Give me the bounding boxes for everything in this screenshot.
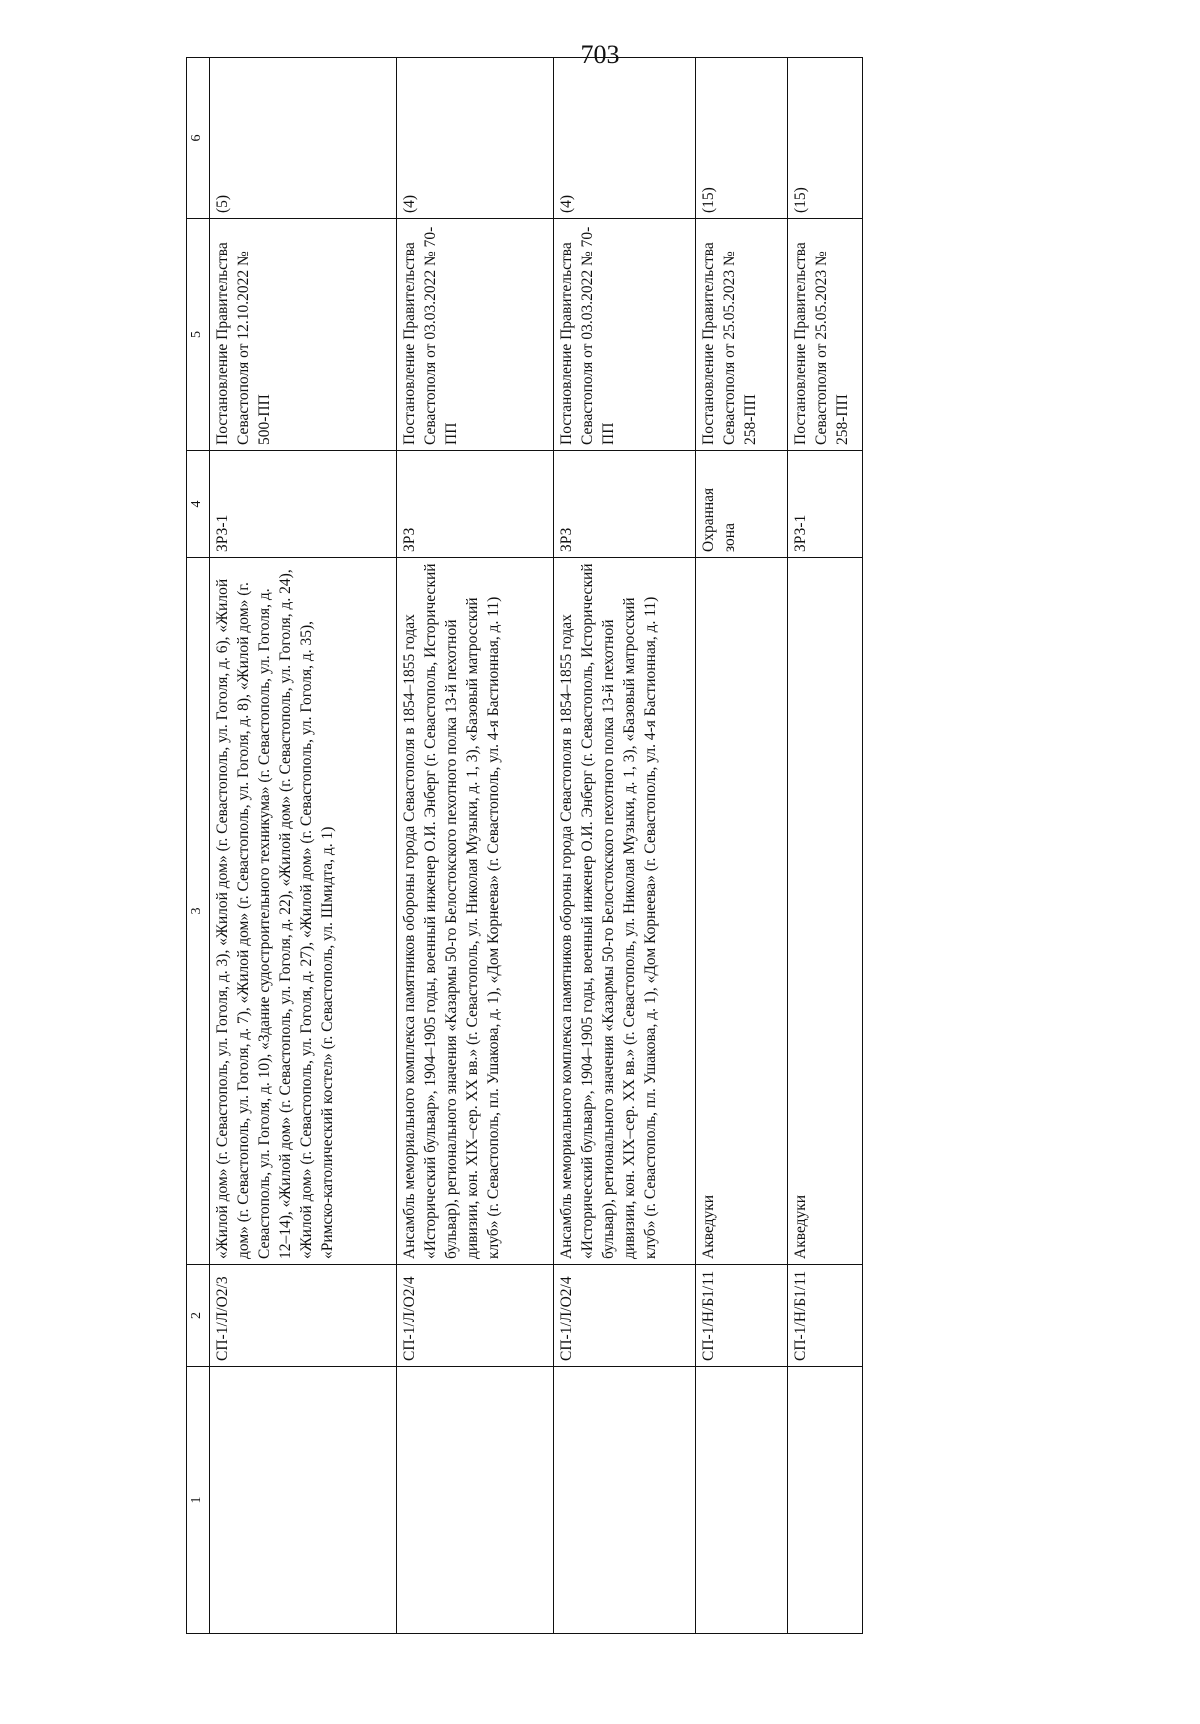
table-row xyxy=(210,58,397,1634)
cell-code: СП-1/Л/О2/4 xyxy=(554,1265,696,1367)
column-header-5: 5 xyxy=(187,219,210,451)
page-number: 703 xyxy=(580,40,620,69)
table-row xyxy=(788,58,863,1634)
rotated-table-container xyxy=(186,100,954,1634)
heritage-zones-table xyxy=(186,57,863,1634)
cell-document: Постановление Правительства Севастополя от 03.03.2022 № 70-ПП xyxy=(554,219,696,451)
cell-code: СП-1/Л/О2/3 xyxy=(210,1265,397,1367)
cell-objects: Ансамбль мемориального комплекса памятников обороны города Севастополя в 1854–1855 годах «Исторический бульвар», 1904–1905 годы, военный инженер О.И. Энберг (г. Севастополь, Исторический бульвар), регионального значения «Казармы 50-го Белостокского пехотного полка 13-й пехотной дивизии, кон. XIX–сер. XX вв.» (г. Севастополь, ул. Николая Музыки, д. 1, 3), «Базовый матросский клуб» (г. Севастополь, пл. Ушакова, д. 1), «Дом Корнеева» (г. Севастополь, ул. 4-я Бастионная, д. 11) xyxy=(397,558,554,1265)
column-header-1: 1 xyxy=(187,1367,210,1634)
cell-col1 xyxy=(696,1367,788,1634)
cell-zone: ЗРЗ-1 xyxy=(788,451,863,558)
rotated-table-inner xyxy=(186,100,954,1634)
cell-ref: (15) xyxy=(696,58,788,219)
cell-col1 xyxy=(210,1367,397,1634)
column-header-3: 3 xyxy=(187,558,210,1265)
cell-objects: «Жилой дом» (г. Севастополь, ул. Гоголя, д. 3), «Жилой дом» (г. Севастополь, ул. Гоголя, д. 6), «Жилой дом» (г. Севастополь, ул. Гоголя, д. 7), «Жилой дом» (г. Севастополь, ул. Гоголя, д. 8), «Жилой дом» (г. Севастополь, ул. Гоголя, д. 10), «Здание судостроительного техникума» (г. Севастополь, ул. Гоголя, д. 12–14), «Жилой дом» (г. Севастополь, ул. Гоголя, д. 22), «Жилой дом» (г. Севастополь, ул. Гоголя, д. 24), «Жилой дом» (г. Севастополь, ул. Гоголя, д. 27), «Жилой дом» (г. Севастополь, ул. Гоголя, д. 35), «Римско-католический костел» (г. Севастополь, ул. Шмидта, д. 1) xyxy=(210,558,397,1265)
column-header-6: 6 xyxy=(187,58,210,219)
cell-document: Постановление Правительства Севастополя от 25.05.2023 № 258-ПП xyxy=(788,219,863,451)
cell-objects: Ансамбль мемориального комплекса памятников обороны города Севастополя в 1854–1855 годах «Исторический бульвар», 1904–1905 годы, военный инженер О.И. Энберг (г. Севастополь, Исторический бульвар), регионального значения «Казармы 50-го Белостокского пехотного полка 13-й пехотной дивизии, кон. XIX–сер. XX вв.» (г. Севастополь, ул. Николая Музыки, д. 1, 3), «Базовый матросский клуб» (г. Севастополь, пл. Ушакова, д. 1), «Дом Корнеева» (г. Севастополь, ул. 4-я Бастионная, д. 11) xyxy=(554,558,696,1265)
cell-zone: ЗРЗ-1 xyxy=(210,451,397,558)
cell-ref: (15) xyxy=(788,58,863,219)
column-header-2: 2 xyxy=(187,1265,210,1367)
table-row xyxy=(554,58,696,1634)
cell-document: Постановление Правительства Севастополя от 12.10.2022 № 500-ПП xyxy=(210,219,397,451)
cell-code: СП-1/Н/Б1/11 xyxy=(788,1265,863,1367)
cell-code: СП-1/Л/О2/4 xyxy=(397,1265,554,1367)
cell-document: Постановление Правительства Севастополя от 03.03.2022 № 70-ПП xyxy=(397,219,554,451)
table-row xyxy=(696,58,788,1634)
cell-col1 xyxy=(788,1367,863,1634)
cell-col1 xyxy=(397,1367,554,1634)
cell-ref: (4) xyxy=(554,58,696,219)
cell-code: СП-1/Н/Б1/11 xyxy=(696,1265,788,1367)
cell-zone: Охранная зона xyxy=(696,451,788,558)
cell-document: Постановление Правительства Севастополя от 25.05.2023 № 258-ПП xyxy=(696,219,788,451)
cell-col1 xyxy=(554,1367,696,1634)
cell-zone: ЗРЗ xyxy=(397,451,554,558)
cell-ref: (4) xyxy=(397,58,554,219)
table-header-row xyxy=(187,58,210,1634)
table-row xyxy=(397,58,554,1634)
column-header-4: 4 xyxy=(187,451,210,558)
cell-ref: (5) xyxy=(210,58,397,219)
cell-objects: Акведуки xyxy=(788,558,863,1265)
cell-zone: ЗРЗ xyxy=(554,451,696,558)
cell-objects: Акведуки xyxy=(696,558,788,1265)
